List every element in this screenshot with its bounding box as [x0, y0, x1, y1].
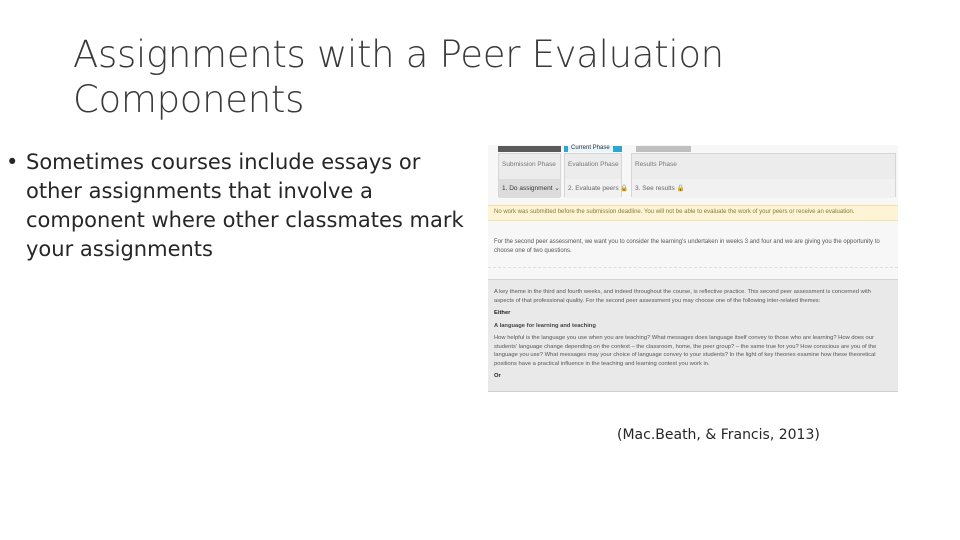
assignment-instructions — [488, 279, 898, 391]
results-phase-tab[interactable] — [631, 153, 896, 197]
section-divider — [488, 267, 898, 268]
phase-step-evaluate-peers[interactable]: 2. Evaluate peers 🔒 — [565, 179, 621, 198]
option-question: How helpful is the language you use when you are teaching? What messages does language itself convey to those who are learning? How does our students' language change depending on the context – the classroom, home, the peer group? – the same true for you? How conscious are you of the language you use? What messages may your choice of language convey to your students? In the light of key theories examine how these theoretical positions have a practical influence in the teaching and learning context you work in. — [494, 335, 877, 367]
slide-title: Assignments with a Peer Evaluation Components — [73, 33, 724, 121]
bullet-marker: • — [6, 150, 19, 174]
phase-name: Results Phase — [635, 161, 677, 168]
current-phase-tag: Current Phase — [568, 145, 613, 152]
or-label: Or — [494, 373, 501, 379]
course-assignment-screenshot — [488, 145, 898, 392]
evaluation-phase-tab[interactable] — [564, 153, 629, 197]
deadline-notice: No work was submitted before the submission deadline. You will not be able to evaluate the work of your peers or receive an evaluation. — [488, 205, 898, 221]
phase-step-do-assignment[interactable]: 1. Do assignment ⌄ — [499, 179, 560, 198]
bullet-item — [6, 148, 466, 264]
submission-phase-bar — [498, 146, 561, 152]
results-phase-bar — [636, 146, 691, 152]
submission-phase-tab[interactable] — [498, 153, 561, 197]
phase-name: Evaluation Phase — [568, 161, 619, 168]
phase-name: Submission Phase — [502, 161, 556, 168]
bullet-text: Sometimes courses include essays or other assignments that involve a component where other classmates mark your assignments — [26, 150, 464, 261]
phase-step-see-results[interactable]: 3. See results 🔒 — [632, 179, 895, 198]
option-heading: A language for learning and teaching — [494, 322, 596, 329]
instructions-body: A key theme in the third and fourth weeks, and indeed throughout the course, is reflective practice. This second peer assessment is concerned with aspects of that professional quality. For the second peer assessment you may choose one of the following inter-related themes: — [494, 289, 871, 304]
assignment-intro: For the second peer assessment, we want you to consider the learning's undertaken in weeks 3 and four and we are giving you the opportunity to choose one of two questions. — [494, 239, 880, 254]
citation: (Mac.Beath, & Francis, 2013) — [617, 427, 820, 443]
either-label: Either — [494, 310, 511, 316]
